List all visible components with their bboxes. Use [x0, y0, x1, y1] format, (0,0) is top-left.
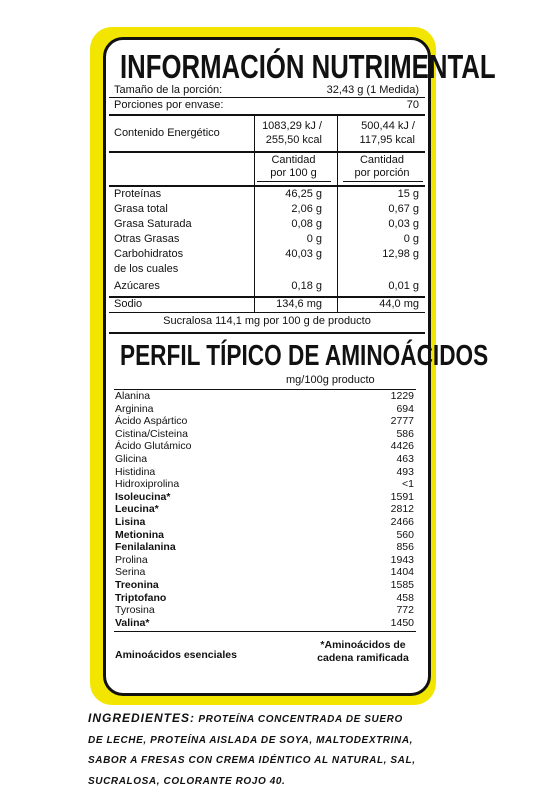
- energy-100g-kcal: 255,50 kcal: [265, 134, 322, 146]
- amino-name: Leucina*: [115, 503, 159, 516]
- nutrient-per100: 0 g: [306, 233, 322, 245]
- amino-name: Fenilalanina: [115, 541, 176, 554]
- amino-value: 586: [396, 427, 414, 440]
- nutrient-per100: 0,08 g: [291, 218, 322, 230]
- serving-size-value: 32,43 g (1 Medida): [326, 84, 419, 96]
- nutrient-per100: 40,03 g: [285, 248, 322, 260]
- footer-right-line1: *Aminoácidos de: [320, 639, 406, 651]
- servings-label: Porciones por envase:: [114, 99, 224, 111]
- amino-value: 458: [396, 591, 414, 604]
- amino-value: 856: [396, 541, 414, 554]
- nutrient-portion: 12,98 g: [382, 248, 419, 260]
- amino-value: 560: [396, 528, 414, 541]
- amino-value: 2777: [390, 415, 414, 428]
- amino-value: 1591: [390, 490, 414, 503]
- divider: [109, 312, 425, 313]
- nutrient-name: Otras Grasas: [114, 233, 180, 245]
- amino-value: 2812: [390, 503, 414, 516]
- divider: [109, 185, 425, 187]
- amino-name: Histidina: [115, 465, 156, 478]
- ingredients-line3: SABOR A FRESAS CON CREMA IDÉNTICO AL NATURAL, SAL,: [88, 755, 416, 766]
- amino-value: 1450: [390, 616, 414, 629]
- amino-name: Serina: [115, 566, 146, 579]
- ingredients-line2: DE LECHE, PROTEÍNA AISLADA DE SOYA, MALTODEXTRINA,: [88, 734, 414, 746]
- divider: [109, 151, 425, 153]
- divider: [114, 389, 416, 390]
- sodium-portion: 44,0 mg: [379, 298, 419, 310]
- ingredients-block: [88, 708, 528, 792]
- divider: [109, 296, 425, 298]
- amino-value: 2466: [390, 516, 414, 528]
- amino-title: PERFIL TÍPICO DE AMINOÁCIDOS: [120, 340, 489, 372]
- amino-value: 493: [396, 465, 414, 478]
- amino-name: Treonina: [115, 579, 159, 591]
- amino-name: Ácido Aspártico: [115, 415, 188, 428]
- nutrient-name: Azúcares: [114, 280, 160, 292]
- amino-unit-header: mg/100g producto: [286, 374, 375, 386]
- amino-name: Hidroxiprolina: [115, 478, 180, 491]
- energy-label: Contenido Energético: [114, 127, 220, 139]
- amino-name: Lisina: [115, 516, 146, 528]
- ingredients-line1: PROTEÍNA CONCENTRADA DE SUERO: [198, 714, 403, 725]
- column-divider: [254, 114, 255, 312]
- amino-value: 4426: [390, 440, 414, 453]
- col-100g-line2: por 100 g: [270, 167, 317, 179]
- amino-footer-right: [304, 639, 422, 665]
- divider: [114, 631, 416, 632]
- nutrient-portion: 0,03 g: [388, 218, 419, 230]
- amino-value: 1585: [390, 579, 414, 591]
- col-portion-line1: Cantidad: [359, 154, 405, 166]
- amino-value: 1943: [390, 553, 414, 566]
- servings-value: 70: [406, 99, 419, 111]
- amino-value: 772: [396, 604, 414, 617]
- divider: [109, 114, 425, 116]
- amino-footer-left: Aminoácidos esenciales: [115, 649, 237, 661]
- column-divider: [337, 114, 338, 312]
- amino-name: Prolina: [115, 553, 148, 566]
- nutrition-panel: [103, 37, 496, 696]
- ingredients-line4: SUCRALOSA, COLORANTE ROJO 40.: [88, 775, 286, 787]
- nutrient-portion: 0,01 g: [388, 280, 419, 292]
- nutrient-name: Proteínas: [114, 188, 162, 200]
- nutrient-portion: 0 g: [403, 233, 419, 245]
- amino-name: Metionina: [115, 528, 164, 541]
- sodium-100g: 134,6 mg: [276, 298, 322, 310]
- nutrient-name: Carbohidratos: [114, 248, 184, 260]
- nutrient-name: de los cuales: [114, 263, 179, 275]
- col-portion-header: [342, 154, 422, 180]
- amino-value: 463: [396, 453, 414, 465]
- nutrient-name: Grasa total: [114, 203, 168, 215]
- amino-name: Tyrosina: [115, 604, 155, 617]
- nutrient-per100: 2,06 g: [291, 203, 322, 215]
- amino-value: 1404: [390, 566, 414, 579]
- col-100g-line1: Cantidad: [271, 154, 316, 166]
- amino-name: Alanina: [115, 390, 151, 402]
- nutrient-per100: 46,25 g: [285, 188, 322, 200]
- col-100g-header: [256, 154, 331, 180]
- divider: [109, 332, 425, 334]
- sodium-label: Sodio: [114, 298, 143, 310]
- header-underline: [257, 181, 331, 182]
- header-underline: [343, 181, 423, 182]
- amino-name: Isoleucina*: [115, 490, 171, 503]
- amino-value: 1229: [390, 390, 414, 402]
- energy-100g-kj: 1083,29 kJ /: [262, 120, 322, 132]
- footer-right-line2: cadena ramificada: [317, 652, 409, 664]
- serving-size-label: Tamaño de la porción:: [114, 84, 223, 96]
- amino-name: Ácido Glutámico: [115, 440, 192, 453]
- nutrient-portion: 0,67 g: [388, 203, 419, 215]
- amino-value: <1: [402, 478, 414, 491]
- nutrient-per100: 0,18 g: [291, 280, 322, 292]
- nutrient-name: Grasa Saturada: [114, 218, 192, 230]
- amino-name: Cistina/Cisteina: [115, 427, 188, 440]
- nutrient-portion: 15 g: [397, 188, 419, 200]
- divider: [109, 97, 425, 98]
- amino-name: Triptofano: [115, 591, 167, 604]
- amino-name: Valina*: [115, 616, 150, 629]
- sucralose-note: Sucralosa 114,1 mg por 100 g de producto: [163, 315, 371, 327]
- amino-value: 694: [396, 402, 414, 415]
- amino-name: Glicina: [115, 453, 148, 465]
- col-portion-line2: por porción: [354, 167, 410, 179]
- energy-portion-kj: 500,44 kJ /: [361, 120, 415, 132]
- nutrition-title: INFORMACIÓN NUTRIMENTAL: [120, 48, 496, 85]
- amino-name: Arginina: [115, 402, 154, 415]
- energy-portion-kcal: 117,95 kcal: [359, 134, 415, 146]
- ingredients-label: INGREDIENTES:: [88, 711, 196, 725]
